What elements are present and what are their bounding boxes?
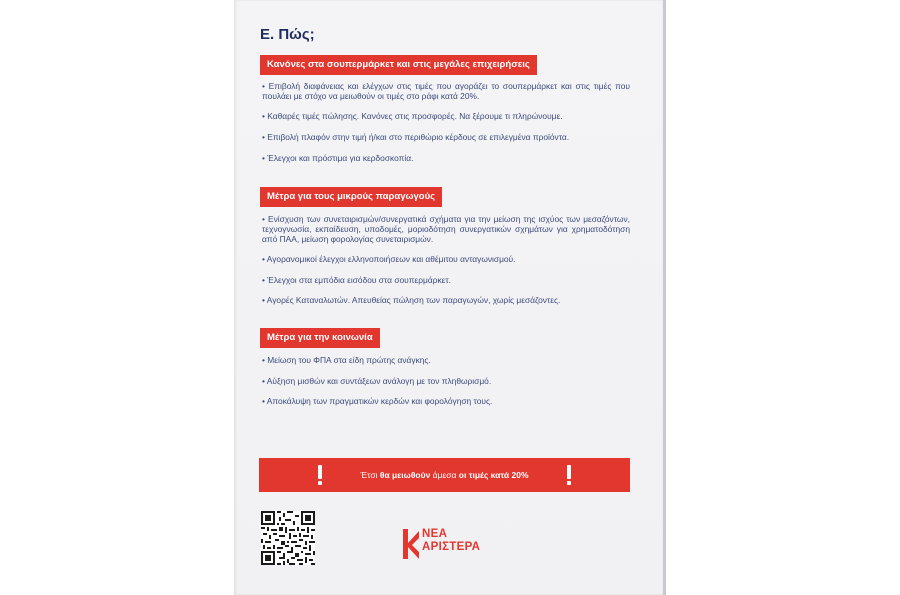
list-item: • Καθαρές τιμές πώλησης. Κανόνες στις προσφορές. Να ξέρουμε τι πληρώνουμε. (262, 111, 563, 121)
list-item: • Μείωση του ΦΠΑ στα είδη πρώτης ανάγκης. (262, 355, 431, 365)
qr-code[interactable] (261, 511, 315, 565)
section-heading-producers: Μέτρα για τους μικρούς παραγωγούς (260, 187, 442, 207)
list-item: • Αγορανομικοί έλεγχοι ελληνοποιήσεων και αθέμιτου ανταγωνισμού. (262, 254, 516, 264)
logo-text: ΝΕΑ ΑΡΙΣΤΕΡΑ (422, 528, 481, 553)
exclamation-icon (566, 465, 572, 485)
section-heading-supermarkets: Κανόνες στα σουπερμάρκετ και στις μεγάλες επιχειρήσεις (260, 55, 537, 75)
price-reduction-banner (259, 458, 630, 492)
section-heading-society: Μέτρα για την κοινωνία (260, 328, 380, 348)
list-item: • Αποκάλυψη των πραγματικών κερδών και φορολόγηση τους. (262, 396, 493, 406)
page-title: Ε. Πώς; (260, 26, 315, 43)
list-item: • Έλεγχοι και πρόστιμα για κερδοσκοπία. (262, 153, 414, 163)
list-item: • Αγορές Καταναλωτών. Απευθείας πώληση των παραγωγών, χωρίς μεσάζοντες. (262, 295, 561, 305)
list-item: • Ενίσχυση των συνεταιρισμών/συνεργατικά σχήματα για την μείωση της ισχύος των μεσαζόντων, τεχνογνωσία, εκπαίδευση, υποδομές, μοριοδότηση συνεργατικών σχημάτων για χρηματοδότηση από ΠΑΑ, μείωση φορολογίας συνεταιρισμών. (262, 214, 630, 244)
logo-mark-icon (402, 526, 422, 564)
list-item: • Επιβολή διαφάνειας και ελέγχων στις τιμές που αγοράζει το σουπερμάρκετ και στις τιμές που πουλάει με στόχο να μειωθούν οι τιμές στο ράφι κατά 20%. (262, 81, 630, 101)
list-item: • Έλεγχοι στα εμπόδια εισόδου στα σουπερμάρκετ. (262, 275, 452, 285)
list-item: • Αύξηση μισθών και συντάξεων ανάλογη με τον πληθωρισμό. (262, 376, 492, 386)
page-edge (663, 0, 666, 595)
list-item: • Επιβολή πλαφόν στην τιμή ή/και στο περιθώριο κέρδους σε επιλεγμένα προϊόντα. (262, 132, 570, 142)
banner-text: Έτσι θα μειωθούν άμεσα οι τιμές κατά 20% (360, 470, 529, 480)
